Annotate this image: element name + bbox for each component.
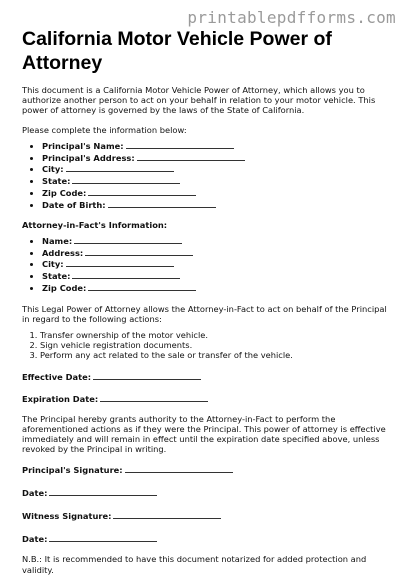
- effective-date-blank[interactable]: [93, 371, 201, 380]
- date-blank-1[interactable]: [49, 487, 157, 496]
- principal-address-blank[interactable]: [137, 152, 245, 161]
- field-label: Zip Code:: [42, 188, 87, 198]
- field-label: State:: [42, 176, 71, 187]
- document-title: California Motor Vehicle Power of Attorney: [22, 28, 332, 74]
- instructions-text: Please complete the information below:: [22, 124, 187, 135]
- principal-name-field: [42, 140, 394, 152]
- principal-dob-field: [42, 199, 394, 211]
- attorney-section-heading: Attorney-in-Fact's Information:: [22, 219, 168, 230]
- expiration-date-blank[interactable]: [100, 393, 208, 402]
- field-label: Name:: [42, 235, 73, 246]
- intro-paragraph: This document is a California Motor Vehicle Power of Attorney, which allows you to authorize another person to act on your behalf in relation to your motor vehicle. This power of attorney is governed by the laws of the State of California.: [22, 85, 376, 116]
- principal-signature-label: Principal's Signature:: [22, 465, 123, 476]
- expiration-date-label: Expiration Date:: [22, 393, 99, 404]
- field-label: City:: [42, 259, 64, 270]
- grant-paragraph: The Principal hereby grants authority to the Attorney-in-Fact to perform the aforementioned actions as if they were the Principal. This power of attorney is effective immediately and will remain in effect until the expiration date specified above, unless revoked by the Principal in writing.: [22, 413, 386, 455]
- date-label-1: Date:: [22, 488, 48, 499]
- principal-fields-list: [22, 140, 394, 211]
- field-label: Zip Code:: [42, 282, 87, 293]
- principal-city-field: [42, 163, 394, 175]
- principal-name-blank[interactable]: [126, 140, 234, 149]
- attorney-address-field: [42, 247, 394, 259]
- attorney-state-blank[interactable]: [72, 270, 180, 279]
- action-item: 1. Transfer ownership of the motor vehicle.: [40, 331, 394, 341]
- watermark: printablepdfforms.com: [187, 8, 396, 27]
- action-item: 3. Perform any act related to the sale or transfer of the vehicle.: [40, 351, 394, 361]
- attorney-zip-blank[interactable]: [88, 282, 196, 291]
- principal-signature-row: [22, 464, 394, 475]
- witness-signature-blank[interactable]: [113, 510, 221, 519]
- action-item: 2. Sign vehicle registration documents.: [40, 341, 394, 351]
- notarization-note: N.B.: It is recommended to have this document notarized for added protection and validity.: [22, 554, 367, 575]
- principal-zip-blank[interactable]: [88, 187, 196, 196]
- attorney-name-field: [42, 235, 394, 247]
- principal-signature-blank[interactable]: [125, 464, 233, 473]
- attorney-name-blank[interactable]: [74, 235, 182, 244]
- attorney-address-blank[interactable]: [85, 247, 193, 256]
- actions-intro-paragraph: This Legal Power of Attorney allows the Attorney-in-Fact to act on behalf of the Principal in regard to the following actions:: [22, 303, 387, 324]
- date-label-2: Date:: [22, 534, 48, 545]
- attorney-zip-field: [42, 282, 394, 294]
- principal-city-blank[interactable]: [66, 163, 174, 172]
- principal-zip-field: [42, 187, 394, 199]
- attorney-city-field: [42, 258, 394, 270]
- document-page: [22, 27, 394, 575]
- date-row-2: [22, 533, 394, 544]
- effective-date-row: [22, 371, 394, 382]
- field-label: City:: [42, 164, 64, 175]
- witness-signature-row: [22, 510, 394, 521]
- field-label: Principal's Address:: [42, 152, 135, 163]
- field-label: Principal's Name:: [42, 140, 124, 151]
- attorney-fields-list: [22, 235, 394, 294]
- effective-date-label: Effective Date:: [22, 371, 92, 382]
- principal-state-blank[interactable]: [72, 175, 180, 184]
- attorney-city-blank[interactable]: [66, 258, 174, 267]
- field-label: Address:: [42, 247, 84, 258]
- field-label: State:: [42, 271, 71, 282]
- witness-signature-label: Witness Signature:: [22, 511, 112, 522]
- date-blank-2[interactable]: [49, 533, 157, 542]
- principal-state-field: [42, 175, 394, 187]
- field-label: Date of Birth:: [42, 199, 106, 210]
- principal-dob-blank[interactable]: [108, 199, 216, 208]
- principal-address-field: [42, 152, 394, 164]
- actions-list: [22, 331, 394, 360]
- expiration-date-row: [22, 393, 394, 404]
- attorney-state-field: [42, 270, 394, 282]
- date-row-1: [22, 487, 394, 498]
